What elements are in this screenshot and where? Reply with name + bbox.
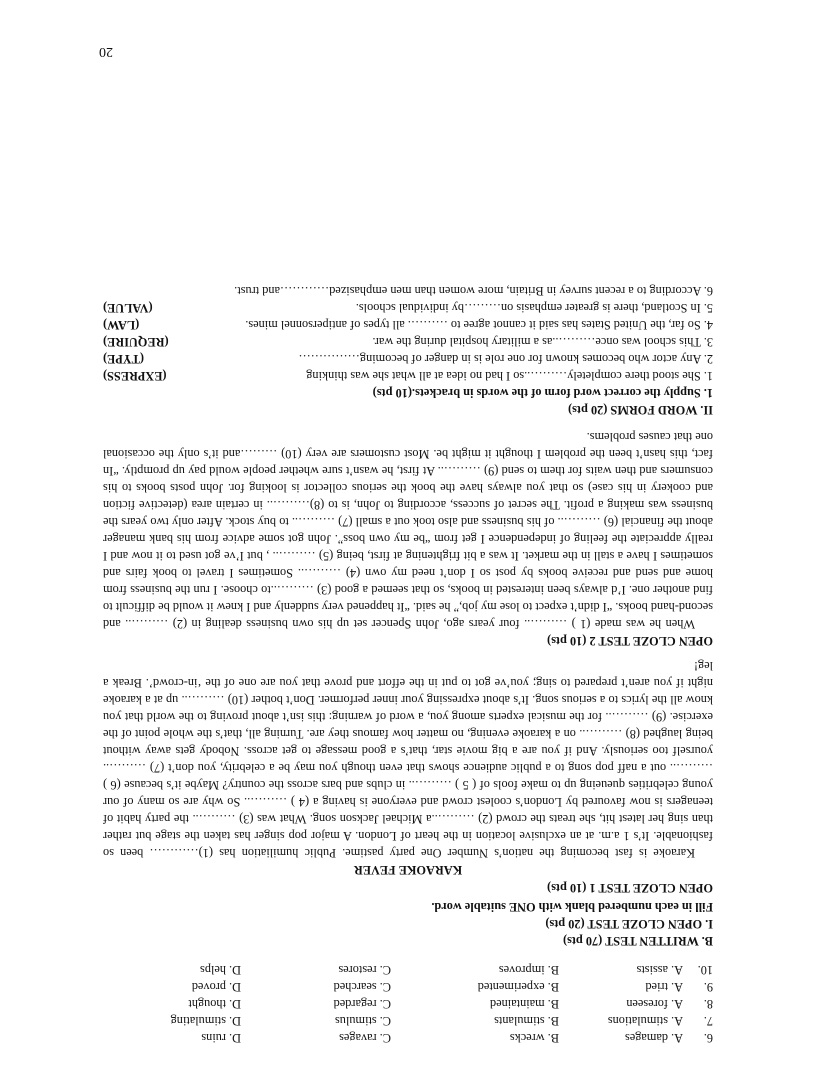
page-content (103, 282, 713, 1046)
option-d: D. helps (200, 963, 241, 977)
option-row (103, 995, 713, 1012)
word-form-key: (REQUIRE) (103, 335, 169, 349)
option-b: B. maintained (490, 997, 559, 1011)
cloze1-passage: Karaoke is fast becoming the nation’s Number One party pastime. Public humiliation has (1)………… been so fashionable. It’s 1 a.m. at an exclusive location in the heart of London. A major pop singer has taken the stage but rather than sing her latest hit, she treats the crowd (2) ………..a Michael Jackson song. What was (3) ……….. the party habit of teenagers is now favoured by London’s coolest crowd and everyone is having a (4 ) ……….. So why are so many of our young celebrities queueing up to make fools of ( 5 ) ……….. in clubs and bars across the country? Maybe it’s because (6 ) ……….. out a naff pop song to a public audience shows that even though you may be a celebrity, you don’t (7) ……….. yourself too seriously. And if you are a big movie star, that’s a good message to get across. Nobody gets away without being laughed (8) ……….. on a karaoke evening, no matter how famous they are. Turning all, that’s the whole point of the exercise. (9) ……….. for the musical experts among you, a word of warning: this isn’t about proving to the world that you know all the lyrics to a serious song. It’s about expressing your inner performer. Don’t bother (10) ……….. up at a karaoke night if you aren’t prepared to sing; you’ve got to put in the effort and prove that you are one of the ‘in-crowd’. Break a leg! (103, 659, 713, 860)
option-c: C. searched (333, 980, 391, 994)
word-form-item (103, 282, 713, 299)
option-b: B. improves (498, 963, 559, 977)
option-b: B. wrecks (509, 1031, 559, 1045)
word-form-sentence: 1. She stood there completely………..so I had no idea at all what she was thinking (306, 369, 713, 383)
cloze2-passage: When he was made (1 ) ……….. four years ago, John Spencer set up his own business dealing in (2) ……….. and second-hand books. “I didn’t expect to lose my job,” he said. “It happened very suddenly and I knew it would be difficult to find another one. I’d always been interested in books, so that seemed a good (3) ………..to choose. I run the business from home and send and receive books by post so I don’t need my own (4) ……….. Sometimes I travel to book fairs and sometimes I have a stall in the market. It was a bit frightening at first, being (5) ……….. , but I’ve got used to it now and I really appreciate the feeling of independence I get from “be my own boss”. John got some advice from his bank manager about the financial (6) ……….. of his business and also took out a small (7) ……….. to buy stock. After only two years the business was making a profit. The secret of success, according to John, is to (8)……….. in certain area (detective fiction and cookery in his case) so that you always have the book the serious collector is looking for. John posts books to his consumers and then waits for them to send (9) ……….. At first, he wasn’t sure whether people would pay up promptly. “In fact, this hasn’t been the problem I thought it might be. Most customers are very (10) ………and it’s only the occasional one that causes problems. (103, 430, 713, 631)
mc-options (103, 961, 713, 1046)
word-form-key: (EXPRESS) (103, 369, 167, 383)
question-number: 9. (703, 980, 713, 994)
written-test-heading: B. WRITTEN TEST (70 pts) (562, 934, 713, 948)
question-number: 6. (703, 1031, 713, 1045)
option-row (103, 978, 713, 995)
word-form-item (103, 333, 713, 350)
word-form-sentence: 6. According to a recent survey in Britain, more women than men emphasized…………and trust. (234, 284, 713, 298)
cloze1-title: KARAOKE FEVER (353, 863, 463, 877)
option-c: C. stimulus (334, 1014, 391, 1028)
word-form-item (103, 316, 713, 333)
option-b: B. experimented (477, 980, 559, 994)
option-d: D. ruins (201, 1031, 241, 1045)
word-form-sentence: 2. Any actor who becomes known for one role is in danger of becoming…………… (298, 352, 713, 366)
option-row (103, 961, 713, 978)
word-form-item (103, 350, 713, 367)
word-forms-instruction: 1. Supply the correct word form of the words in brackets.(10 pts) (372, 386, 713, 400)
option-a: A. damages (624, 1031, 683, 1045)
option-c: C. ravages (339, 1031, 391, 1045)
page-number: 20 (99, 44, 113, 59)
option-d: D. proved (191, 980, 241, 994)
word-form-item (103, 299, 713, 316)
question-number: 10. (697, 963, 713, 977)
word-forms-list (103, 282, 713, 384)
option-d: D. thought (188, 997, 241, 1011)
cloze2-heading: OPEN CLOZE TEST 2 (10 pts) (547, 634, 713, 648)
option-row (103, 1012, 713, 1029)
word-form-sentence: 3. This school was once………..as a military hospital during the war. (372, 335, 713, 349)
word-form-sentence: 4. So far, the United States has said it cannot agree to ………. all types of antipersonnel mines. (245, 318, 713, 332)
word-form-key: (VALUE) (103, 301, 153, 315)
word-form-key: (TYPE) (103, 352, 144, 366)
cloze1-heading: OPEN CLOZE TEST 1 (10 pts) (547, 881, 713, 895)
option-c: C. restores (338, 963, 391, 977)
option-d: D. stimulating (170, 1014, 241, 1028)
word-forms-heading: II. WORD FORMS (20 pts) (568, 403, 713, 417)
question-number: 7. (703, 1014, 713, 1028)
word-form-key: (LAW) (103, 318, 140, 332)
option-b: B. stimulants (494, 1014, 559, 1028)
option-a: A. tried (645, 980, 683, 994)
option-c: C. regarded (333, 997, 391, 1011)
word-form-sentence: 5. In Scotland, there is greater emphasis on………by individual schools. (355, 301, 713, 315)
option-a: A. assists (636, 963, 683, 977)
option-a: A. stimulations (607, 1014, 683, 1028)
word-form-item (103, 367, 713, 384)
open-cloze-section-heading: I. OPEN CLOZE TEST (20 pts) (545, 917, 713, 931)
cloze-instruction: Fill in each numbered blank with ONE suitable word. (431, 900, 713, 914)
option-row (103, 1029, 713, 1046)
question-number: 8. (703, 997, 713, 1011)
option-a: A. foreseen (626, 997, 683, 1011)
